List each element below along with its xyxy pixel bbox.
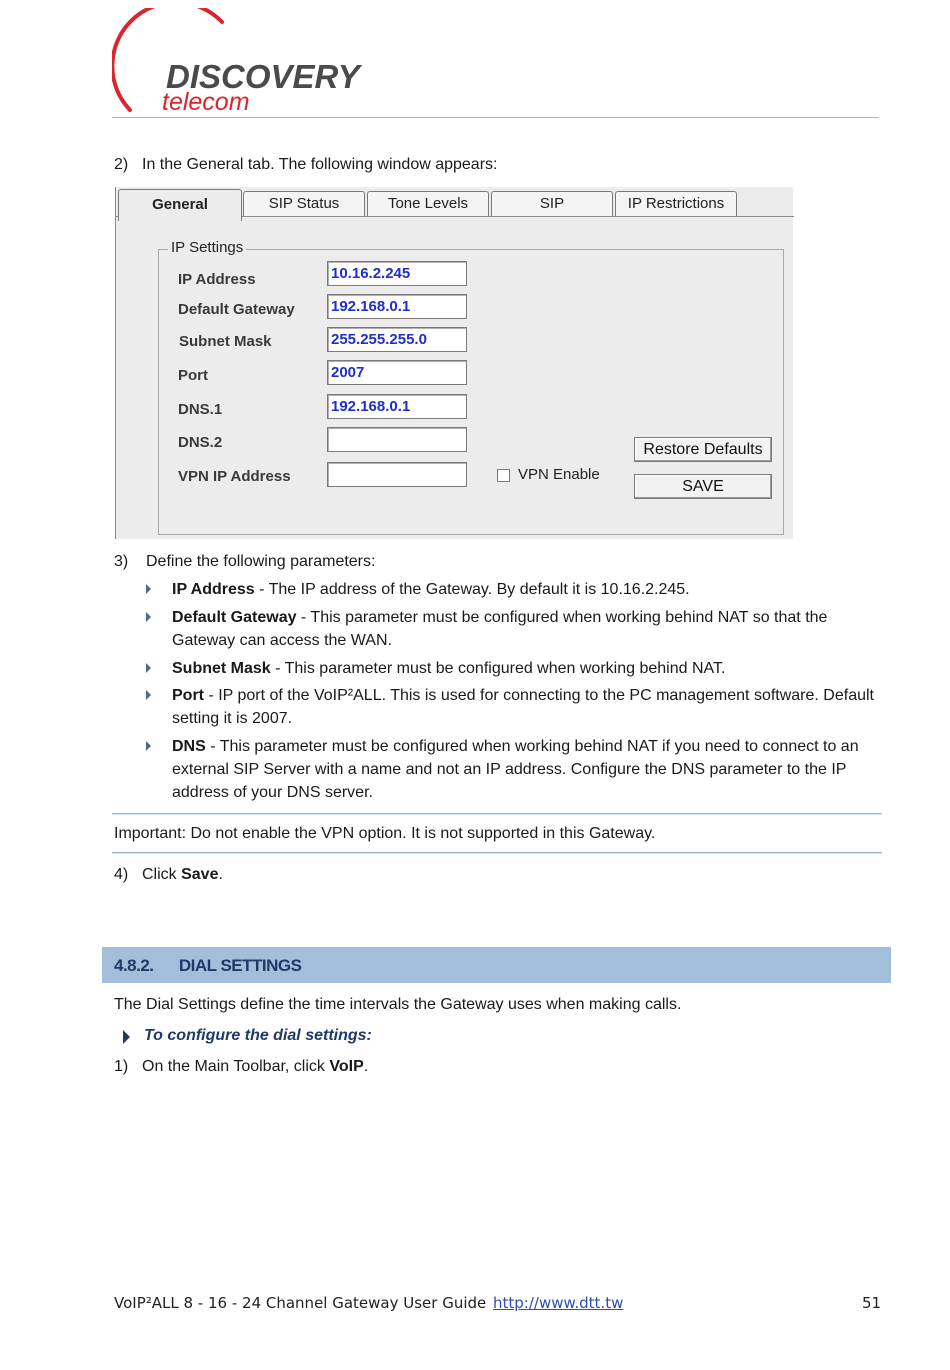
dns2-label: DNS.2 [178,434,223,451]
step-2-num: 2) [114,156,129,173]
step-4-num: 4) [114,866,129,883]
bullet-term: IP Address [172,581,255,598]
step-1-num: 1) [114,1058,129,1075]
bullet-term: DNS [172,738,206,755]
bullet-text: - This parameter must be configured when working behind NAT. [270,660,726,677]
step-2 [114,153,497,176]
bullet-arrow-icon [146,663,151,673]
subnet-mask-label: Subnet Mask [179,333,272,350]
section-heading-bar [102,947,891,983]
step-4-pre: Click [142,866,182,883]
logo-sub: telecom [162,88,250,116]
vpn-enable-label: VPN Enable [518,466,600,483]
ip-settings-title: IP Settings [168,239,246,256]
tab-tone-levels[interactable]: Tone Levels [367,191,489,216]
step-1-post: . [363,1058,369,1075]
bullet-term: Subnet Mask [172,660,271,677]
port-input[interactable]: 2007 [327,360,467,385]
note-bottom-rule [112,852,882,853]
vpn-ip-address-input[interactable] [327,462,467,487]
step-1-pre: On the Main Toolbar, click [142,1058,330,1075]
step-3 [114,550,375,573]
tab-general[interactable]: General [118,189,242,221]
step-4-bold: Save [181,866,219,883]
logo-brand: DISCOVERY [166,58,360,95]
footer-title: VoIP²ALL 8 - 16 - 24 Channel Gateway User Guide [114,1294,487,1312]
dns1-input[interactable]: 192.168.0.1 [327,394,467,419]
bullet-arrow-icon [146,690,151,700]
dns1-label: DNS.1 [178,401,223,418]
footer-url-wrap [493,1294,623,1312]
step-3-num: 3) [114,553,129,570]
procedure-arrow-icon [123,1030,130,1044]
bullet-text: - This parameter must be configured when working behind NAT so that the Gateway can access the WAN. [172,609,828,649]
default-gateway-input[interactable]: 192.168.0.1 [327,294,467,319]
step-3-text: Define the following parameters: [146,553,376,570]
step-4 [114,863,223,886]
bullet-subnet-mask [172,657,877,680]
tab-ip-restrictions[interactable]: IP Restrictions [615,191,737,216]
step-1 [114,1055,368,1078]
step-4-post: . [218,866,223,883]
ip-address-input[interactable]: 10.16.2.245 [327,261,467,286]
bullet-default-gateway [172,606,877,652]
tab-sip-status[interactable]: SIP Status [243,191,365,216]
bullet-text: - The IP address of the Gateway. By default it is 10.16.2.245. [254,581,690,598]
bullet-text: - This parameter must be configured when working behind NAT if you need to connect to an external SIP Server with a name and not an IP address. Configure the DNS parameter to the IP address of your DNS server. [172,738,859,801]
important-note: Important: Do not enable the VPN option. It is not supported in this Gateway. [114,825,656,842]
header-rule [112,117,879,118]
general-settings-window [115,187,793,539]
step-1-bold: VoIP [329,1058,364,1075]
bullet-arrow-icon [146,612,151,622]
bullet-arrow-icon [146,584,151,594]
bullet-term: Port [172,687,204,704]
tab-strip [116,187,794,219]
note-top-rule [112,813,882,814]
bullet-text: - IP port of the VoIP²ALL. This is used for connecting to the PC management software. Default setting it is 2007. [172,687,874,727]
vpn-enable-checkbox[interactable] [497,469,510,482]
footer-page-number: 51 [862,1294,882,1312]
port-label: Port [178,367,208,384]
bullet-arrow-icon [146,741,151,751]
save-button[interactable]: SAVE [634,474,772,499]
restore-defaults-button[interactable]: Restore Defaults [634,437,772,462]
discovery-telecom-logo [112,8,372,116]
bullet-term: Default Gateway [172,609,297,626]
step-2-text: In the General tab. The following window appears: [142,156,498,173]
bullet-port [172,684,877,730]
procedure-label: To configure the dial settings: [144,1027,372,1044]
bullet-ip-address [172,578,877,601]
vpn-ip-address-label: VPN IP Address [178,468,291,485]
dial-intro: The Dial Settings define the time intervals the Gateway uses when making calls. [114,996,682,1013]
section-title: 4.8.2. DIAL SETTINGS [114,956,302,975]
ip-address-label: IP Address [178,271,256,288]
footer-url-link[interactable]: http://www.dtt.tw [493,1294,624,1312]
tab-sip[interactable]: SIP [491,191,613,216]
dns2-input[interactable] [327,427,467,452]
subnet-mask-input[interactable]: 255.255.255.0 [327,327,467,352]
bullet-dns [172,735,877,804]
default-gateway-label: Default Gateway [178,301,295,318]
